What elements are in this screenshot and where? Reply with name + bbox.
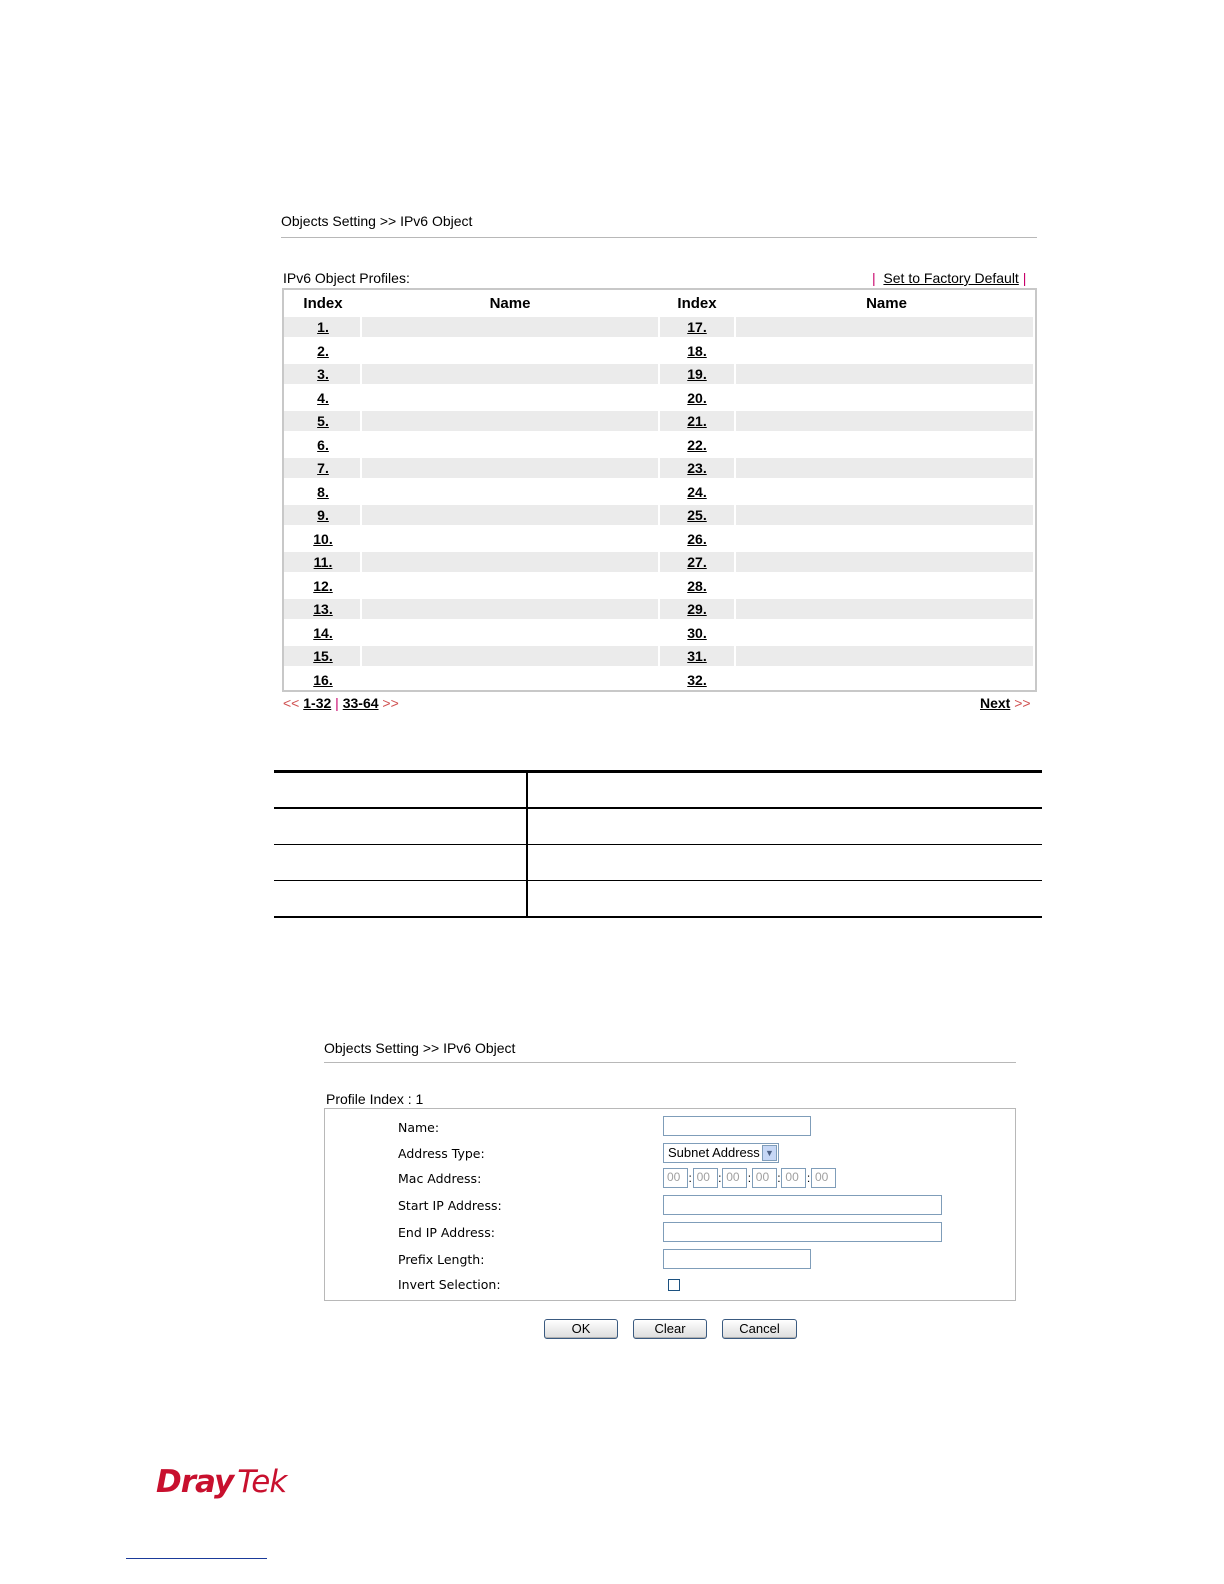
profile-index-link[interactable]: 17. bbox=[687, 319, 707, 335]
row-shade bbox=[736, 646, 1033, 666]
mac-octet-input[interactable]: 00 bbox=[752, 1168, 777, 1188]
header-index-left: Index bbox=[303, 295, 343, 312]
profiles-table bbox=[282, 288, 1037, 692]
table-row bbox=[284, 599, 1035, 619]
profile-form bbox=[324, 1108, 1016, 1301]
profile-index-link[interactable]: 11. bbox=[313, 554, 333, 570]
profile-index-link[interactable]: 32. bbox=[687, 671, 707, 688]
ok-button[interactable]: OK bbox=[544, 1319, 618, 1339]
mac-octet-input[interactable]: 00 bbox=[811, 1168, 836, 1188]
footer-rule bbox=[126, 1558, 267, 1559]
row-shade bbox=[736, 364, 1033, 384]
profile-index-link[interactable]: 18. bbox=[687, 342, 707, 359]
row-shade bbox=[362, 505, 658, 525]
prefix-length-input[interactable] bbox=[663, 1249, 811, 1269]
end-ip-input[interactable] bbox=[663, 1222, 942, 1242]
invert-selection-checkbox[interactable] bbox=[668, 1279, 680, 1291]
mac-octet-input[interactable]: 00 bbox=[722, 1168, 747, 1188]
profile-index-link[interactable]: 22. bbox=[687, 436, 707, 453]
profile-index-link[interactable]: 24. bbox=[687, 483, 707, 500]
mac-separator: : bbox=[806, 1171, 811, 1185]
row-shade bbox=[736, 552, 1033, 572]
table-row bbox=[284, 552, 1035, 572]
profiles-title: IPv6 Object Profiles: bbox=[283, 270, 410, 286]
address-type-value: Subnet Address bbox=[668, 1145, 760, 1160]
mac-separator: : bbox=[777, 1171, 781, 1185]
mac-separator: : bbox=[718, 1171, 722, 1185]
profile-index-link[interactable]: 21. bbox=[687, 413, 707, 429]
table-column-rule bbox=[526, 770, 528, 918]
mac-octet-input[interactable]: 00 bbox=[663, 1168, 688, 1188]
next-page-arrows: >> bbox=[1014, 695, 1031, 711]
table-row bbox=[284, 435, 1035, 455]
edit-breadcrumb-divider bbox=[324, 1062, 1016, 1063]
pager-left bbox=[283, 695, 399, 711]
table-row bbox=[284, 670, 1035, 690]
table-row bbox=[284, 482, 1035, 502]
clear-button[interactable]: Clear bbox=[633, 1319, 707, 1339]
table-top-rule bbox=[274, 770, 1042, 773]
table-row bbox=[284, 317, 1035, 337]
next-arrows: >> bbox=[382, 695, 399, 711]
profile-index-link[interactable]: 25. bbox=[687, 507, 707, 523]
profile-index-link[interactable]: 1. bbox=[317, 319, 329, 335]
table-row bbox=[284, 646, 1035, 666]
mac-separator: : bbox=[747, 1171, 752, 1185]
profile-index-link[interactable]: 31. bbox=[687, 648, 707, 664]
header-name-left: Name bbox=[489, 295, 531, 312]
cancel-button[interactable]: Cancel bbox=[722, 1319, 797, 1339]
table-row bbox=[284, 458, 1035, 478]
row-shade bbox=[362, 599, 658, 619]
table-row bbox=[284, 411, 1035, 431]
row-shade bbox=[736, 458, 1033, 478]
factory-default-area: | Set to Factory Default | bbox=[872, 270, 1027, 286]
profile-index-link[interactable]: 10. bbox=[313, 530, 333, 547]
profile-index-link[interactable]: 23. bbox=[687, 460, 707, 476]
profile-index-link[interactable]: 19. bbox=[687, 366, 707, 382]
logo-text-dray: Dray bbox=[156, 1464, 234, 1500]
row-shade bbox=[362, 552, 658, 572]
header-name-right: Name bbox=[866, 295, 907, 312]
name-input[interactable] bbox=[663, 1116, 811, 1136]
row-shade bbox=[736, 411, 1033, 431]
table-row bbox=[284, 364, 1035, 384]
row-shade bbox=[362, 646, 658, 666]
chevron-down-icon: ▼ bbox=[762, 1145, 777, 1161]
start-ip-label: Start IP Address: bbox=[398, 1198, 502, 1213]
start-ip-input[interactable] bbox=[663, 1195, 942, 1215]
next-page-link[interactable]: Next bbox=[980, 695, 1011, 711]
profile-index-link[interactable]: 7. bbox=[317, 460, 329, 476]
profile-index-link[interactable]: 28. bbox=[687, 577, 707, 594]
header-index-right: Index bbox=[677, 295, 717, 312]
mac-address-label: Mac Address: bbox=[398, 1171, 482, 1186]
profile-index-link[interactable]: 3. bbox=[317, 366, 329, 382]
profile-index-link[interactable]: 26. bbox=[687, 530, 707, 547]
mac-separator: : bbox=[688, 1171, 692, 1185]
prev-arrows: << bbox=[283, 695, 300, 711]
profile-index-link[interactable]: 27. bbox=[687, 554, 707, 570]
draytek-logo bbox=[156, 1464, 286, 1500]
table-row bbox=[284, 505, 1035, 525]
prefix-length-label: Prefix Length: bbox=[398, 1252, 485, 1267]
factory-default-link[interactable]: Set to Factory Default bbox=[883, 270, 1019, 286]
table-row-rule bbox=[274, 880, 1042, 881]
page-range-33-64[interactable]: 33-64 bbox=[342, 695, 379, 711]
profile-index-link[interactable]: 14. bbox=[313, 624, 333, 641]
mac-address-fields bbox=[663, 1168, 843, 1188]
page-range-1-32[interactable]: 1-32 bbox=[303, 695, 332, 711]
table-row bbox=[284, 388, 1035, 408]
profile-index-link[interactable]: 12. bbox=[313, 577, 333, 594]
profile-index-link[interactable]: 16. bbox=[313, 671, 333, 688]
mac-octet-input[interactable]: 00 bbox=[693, 1168, 718, 1188]
row-shade bbox=[362, 458, 658, 478]
profile-index-link[interactable]: 2. bbox=[317, 342, 329, 359]
description-table bbox=[274, 770, 1042, 918]
mac-octet-input[interactable]: 00 bbox=[781, 1168, 806, 1188]
profile-index-link[interactable]: 9. bbox=[317, 507, 329, 523]
table-row bbox=[284, 341, 1035, 361]
profile-index-link[interactable]: 13. bbox=[313, 601, 333, 617]
row-shade bbox=[362, 317, 658, 337]
profile-index-link[interactable]: 4. bbox=[317, 389, 329, 406]
table-row bbox=[284, 529, 1035, 549]
profile-index-link[interactable]: 6. bbox=[317, 436, 329, 453]
edit-breadcrumb: Objects Setting >> IPv6 Object bbox=[324, 1040, 516, 1056]
profile-index-link[interactable]: 5. bbox=[317, 413, 329, 429]
row-shade bbox=[736, 599, 1033, 619]
table-row-rule bbox=[274, 844, 1042, 845]
address-type-label: Address Type: bbox=[398, 1146, 485, 1161]
profile-index-link[interactable]: 20. bbox=[687, 389, 707, 406]
row-shade bbox=[736, 505, 1033, 525]
end-ip-label: End IP Address: bbox=[398, 1225, 495, 1240]
table-row bbox=[284, 623, 1035, 643]
page-breadcrumb: Objects Setting >> IPv6 Object bbox=[281, 213, 473, 229]
profile-index-title: Profile Index : 1 bbox=[326, 1091, 424, 1107]
profile-index-link[interactable]: 8. bbox=[317, 483, 329, 500]
pager-divider: | bbox=[335, 695, 339, 711]
table-row bbox=[284, 576, 1035, 596]
address-type-select[interactable] bbox=[663, 1143, 779, 1163]
pager-right bbox=[980, 695, 1031, 711]
logo-text-tek: Tek bbox=[237, 1464, 287, 1500]
profile-index-link[interactable]: 15. bbox=[313, 648, 333, 664]
profile-index-link[interactable]: 30. bbox=[687, 624, 707, 641]
table-row-rule bbox=[274, 807, 1042, 809]
row-shade bbox=[362, 411, 658, 431]
name-label: Name: bbox=[398, 1120, 440, 1135]
invert-selection-label: Invert Selection: bbox=[398, 1277, 501, 1292]
profile-index-link[interactable]: 29. bbox=[687, 601, 707, 617]
table-bottom-rule bbox=[274, 916, 1042, 918]
row-shade bbox=[736, 317, 1033, 337]
breadcrumb-divider bbox=[281, 237, 1037, 238]
row-shade bbox=[362, 364, 658, 384]
